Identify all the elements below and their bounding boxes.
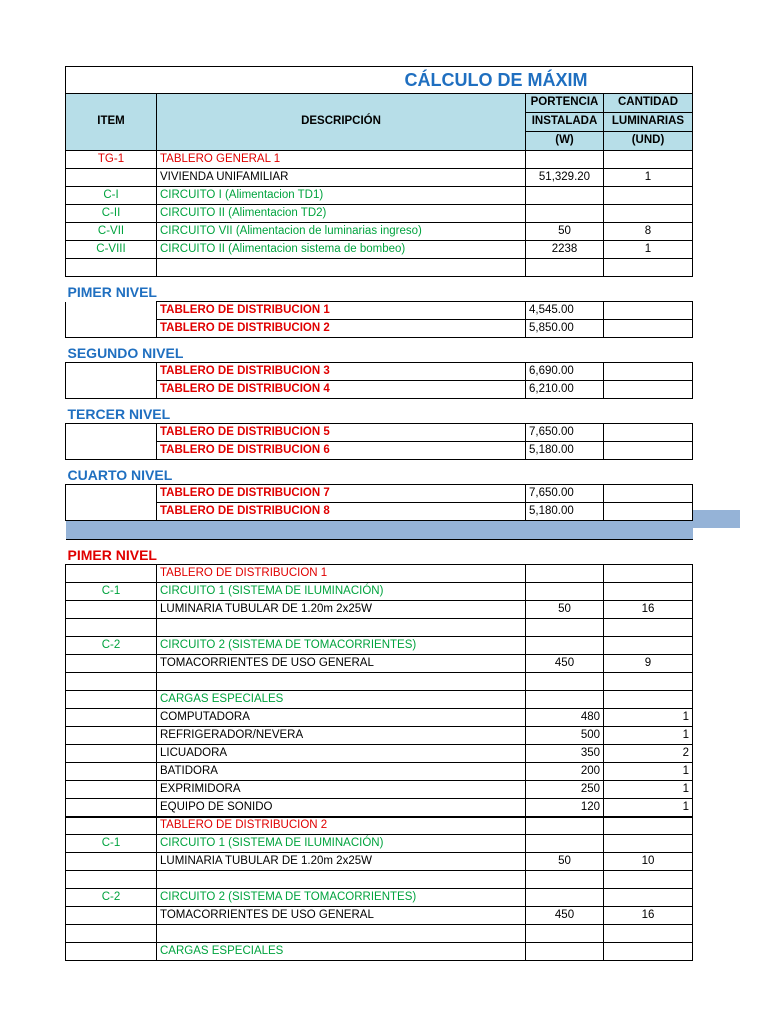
cell-desc: TABLERO DE DISTRIBUCION 5 <box>157 424 526 442</box>
cell-power <box>526 205 604 223</box>
highlight-band-extension <box>692 510 740 528</box>
level-heading: PIMER NIVEL <box>67 284 157 300</box>
cell-power: 5,180.00 <box>526 442 604 460</box>
table-row <box>66 151 693 169</box>
cell-power: 6,690.00 <box>526 363 604 381</box>
cell-desc: CARGAS ESPECIALES <box>157 943 526 961</box>
cell-qty <box>604 205 693 223</box>
table-row <box>66 745 693 763</box>
cell-power: 51,329.20 <box>526 169 604 187</box>
table-row <box>66 601 693 619</box>
cell-desc: TOMACORRIENTES DE USO GENERAL <box>157 655 526 673</box>
cell-desc: CIRCUITO I (Alimentacion TD1) <box>157 187 526 205</box>
empty-row <box>66 871 693 889</box>
header-descripcion: DESCRIPCIÓN <box>157 94 526 151</box>
empty-row <box>66 925 693 943</box>
table-row <box>66 727 693 745</box>
load-calculation-table <box>65 66 693 961</box>
level-heading: PIMER NIVEL <box>67 547 157 563</box>
cell-desc: TABLERO DE DISTRIBUCION 2 <box>157 320 526 338</box>
cell-qty <box>604 187 693 205</box>
cell-qty: 16 <box>604 907 693 925</box>
cell-desc: LUMINARIA TUBULAR DE 1.20m 2x25W <box>157 601 526 619</box>
cell-power: 50 <box>526 223 604 241</box>
cell-qty: 8 <box>604 223 693 241</box>
table-row <box>66 241 693 259</box>
cell-power: 5,850.00 <box>526 320 604 338</box>
cell-qty: 1 <box>604 799 693 817</box>
cell-power <box>526 151 604 169</box>
cell-desc: TABLERO DE DISTRIBUCION 8 <box>157 503 526 521</box>
cell-desc: TABLERO DE DISTRIBUCION 1 <box>157 565 526 583</box>
cell-power: 120 <box>526 799 604 817</box>
table-row <box>66 381 693 399</box>
cell-qty: 2 <box>604 745 693 763</box>
cell-qty: 1 <box>604 241 693 259</box>
cell-desc: TABLERO DE DISTRIBUCION 7 <box>157 485 526 503</box>
cell-power: 250 <box>526 781 604 799</box>
cell-desc: TABLERO DE DISTRIBUCION 2 <box>157 817 526 835</box>
table-row <box>66 205 693 223</box>
cell-desc: CIRCUITO II (Alimentacion sistema de bombeo) <box>157 241 526 259</box>
cell-power: 7,650.00 <box>526 424 604 442</box>
table-row <box>66 691 693 709</box>
table-row <box>66 817 693 835</box>
cell-item: C-1 <box>66 835 157 853</box>
cell-item: C-VIII <box>66 241 157 259</box>
table-row <box>66 223 693 241</box>
empty-row <box>66 619 693 637</box>
cell-power: 50 <box>526 853 604 871</box>
cell-qty: 1 <box>604 781 693 799</box>
cell-qty: 1 <box>604 709 693 727</box>
cell-desc: LICUADORA <box>157 745 526 763</box>
header-potencia-2: INSTALADA <box>526 113 604 132</box>
cell-desc: CIRCUITO VII (Alimentacion de luminarias ingreso) <box>157 223 526 241</box>
table-row <box>66 442 693 460</box>
table-row <box>66 655 693 673</box>
cell-item: C-VII <box>66 223 157 241</box>
cell-qty: 16 <box>604 601 693 619</box>
cell-desc: CIRCUITO 2 (SISTEMA DE TOMACORRIENTES) <box>157 637 526 655</box>
cell-power <box>526 187 604 205</box>
cell-item: C-2 <box>66 889 157 907</box>
level-heading: SEGUNDO NIVEL <box>67 345 184 361</box>
cell-desc: CARGAS ESPECIALES <box>157 691 526 709</box>
cell-desc: CIRCUITO 1 (SISTEMA DE ILUMINACIÓN) <box>157 835 526 853</box>
cell-desc: TABLERO DE DISTRIBUCION 4 <box>157 381 526 399</box>
table-row <box>66 363 693 381</box>
cell-qty: 1 <box>604 727 693 745</box>
cell-desc: TABLERO DE DISTRIBUCION 6 <box>157 442 526 460</box>
cell-power: 7,650.00 <box>526 485 604 503</box>
table-row <box>66 424 693 442</box>
cell-desc: BATIDORA <box>157 763 526 781</box>
cell-desc: TABLERO GENERAL 1 <box>157 151 526 169</box>
header-cantidad-3: (UND) <box>604 132 693 151</box>
table-row <box>66 302 693 320</box>
cell-item: C-2 <box>66 637 157 655</box>
cell-power: 480 <box>526 709 604 727</box>
table-row <box>66 187 693 205</box>
table-row <box>66 503 693 521</box>
table-row <box>66 943 693 961</box>
cell-desc: COMPUTADORA <box>157 709 526 727</box>
cell-qty: 1 <box>604 169 693 187</box>
cell-power: 350 <box>526 745 604 763</box>
cell-item: C-1 <box>66 583 157 601</box>
header-potencia-3: (W) <box>526 132 604 151</box>
level-heading: CUARTO NIVEL <box>67 467 173 483</box>
cell-power: 450 <box>526 907 604 925</box>
cell-item <box>66 169 157 187</box>
cell-item: C-I <box>66 187 157 205</box>
header-cantidad-2: LUMINARIAS <box>604 113 693 132</box>
table-row <box>66 781 693 799</box>
table-row <box>66 853 693 871</box>
table-row <box>66 709 693 727</box>
header-cantidad-1: CANTIDAD <box>604 94 693 113</box>
cell-power: 500 <box>526 727 604 745</box>
table-row <box>66 169 693 187</box>
header-item: ITEM <box>66 94 157 151</box>
sheet-title: CÁLCULO DE MÁXIM <box>66 67 693 94</box>
cell-desc: CIRCUITO 2 (SISTEMA DE TOMACORRIENTES) <box>157 889 526 907</box>
table-row <box>66 889 693 907</box>
cell-desc: EXPRIMIDORA <box>157 781 526 799</box>
cell-item: TG-1 <box>66 151 157 169</box>
table-row <box>66 637 693 655</box>
empty-row <box>66 673 693 691</box>
cell-desc: TOMACORRIENTES DE USO GENERAL <box>157 907 526 925</box>
cell-power: 6,210.00 <box>526 381 604 399</box>
cell-desc: LUMINARIA TUBULAR DE 1.20m 2x25W <box>157 853 526 871</box>
cell-desc: TABLERO DE DISTRIBUCION 3 <box>157 363 526 381</box>
table-row <box>66 799 693 817</box>
table-row <box>66 583 693 601</box>
cell-desc: VIVIENDA UNIFAMILIAR <box>157 169 526 187</box>
cell-item: C-II <box>66 205 157 223</box>
table-row <box>66 907 693 925</box>
highlight-band <box>66 521 693 540</box>
table-row <box>66 565 693 583</box>
cell-qty: 10 <box>604 853 693 871</box>
cell-desc: CIRCUITO II (Alimentacion TD2) <box>157 205 526 223</box>
cell-desc: TABLERO DE DISTRIBUCION 1 <box>157 302 526 320</box>
level-heading: TERCER NIVEL <box>67 406 171 422</box>
table-row <box>66 485 693 503</box>
cell-power: 50 <box>526 601 604 619</box>
cell-desc: REFRIGERADOR/NEVERA <box>157 727 526 745</box>
empty-row <box>66 259 693 277</box>
cell-desc: CIRCUITO 1 (SISTEMA DE ILUMINACIÓN) <box>157 583 526 601</box>
cell-qty <box>604 151 693 169</box>
header-potencia-1: PORTENCIA <box>526 94 604 113</box>
cell-power: 200 <box>526 763 604 781</box>
cell-power: 2238 <box>526 241 604 259</box>
cell-qty: 1 <box>604 763 693 781</box>
cell-power: 4,545.00 <box>526 302 604 320</box>
cell-desc: EQUIPO DE SONIDO <box>157 799 526 817</box>
table-row <box>66 763 693 781</box>
table-row <box>66 835 693 853</box>
cell-qty: 9 <box>604 655 693 673</box>
table-row <box>66 320 693 338</box>
cell-power: 5,180.00 <box>526 503 604 521</box>
cell-power: 450 <box>526 655 604 673</box>
